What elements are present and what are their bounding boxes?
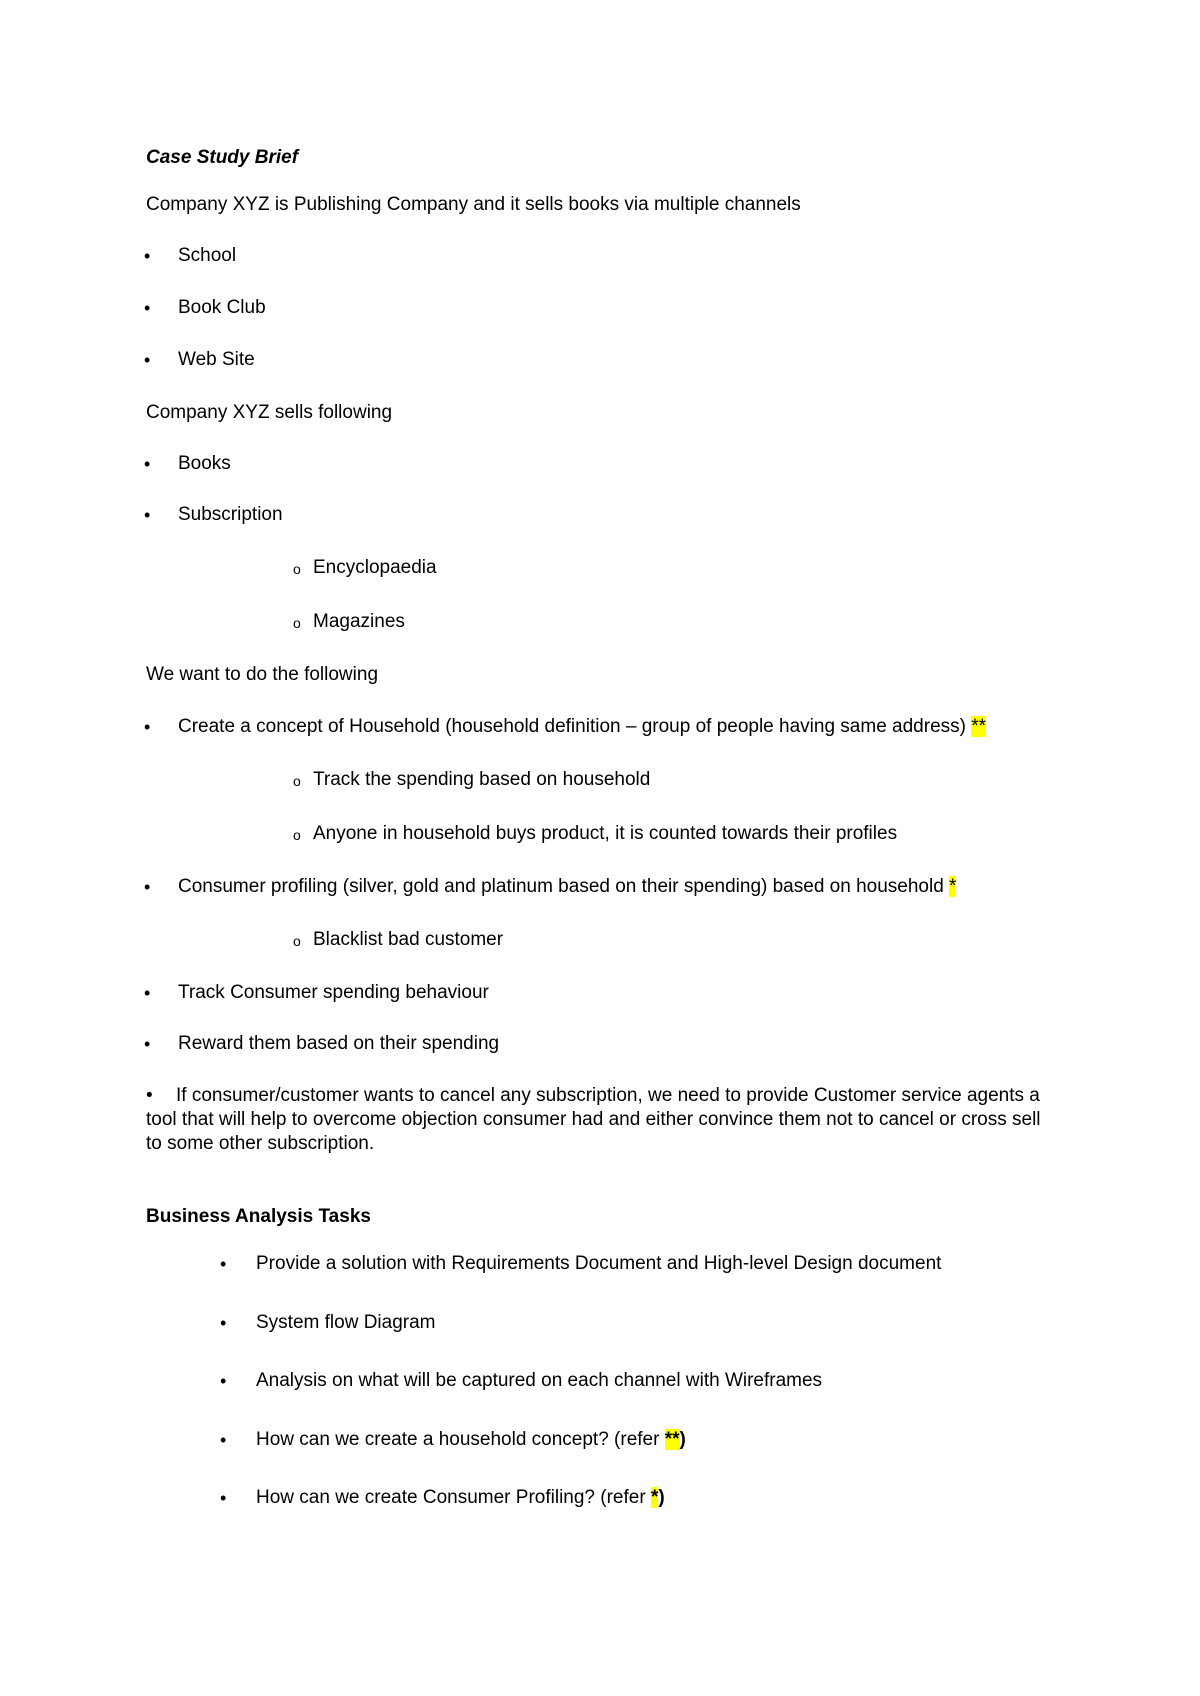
bullet-icon: • bbox=[144, 350, 151, 370]
profiling-sub-item: Blacklist bad customer bbox=[313, 929, 504, 950]
tasks-heading: Business Analysis Tasks bbox=[146, 1206, 371, 1227]
subscription-item: Encyclopaedia bbox=[313, 557, 437, 578]
bullet-icon: • bbox=[144, 454, 151, 474]
bullet-icon: • bbox=[220, 1488, 227, 1508]
profiling-item bbox=[178, 875, 956, 899]
channel-item: School bbox=[178, 245, 237, 266]
sub-bullet-icon: o bbox=[293, 615, 301, 631]
task-profiling bbox=[256, 1486, 665, 1510]
household-text: Create a concept of Household (household definition – group of people having same address) bbox=[178, 716, 972, 737]
sub-bullet-icon: o bbox=[293, 827, 301, 843]
bullet-icon: • bbox=[144, 246, 151, 266]
bullet-icon: • bbox=[144, 505, 151, 525]
household-marker: ** bbox=[971, 716, 987, 737]
bullet-icon: • bbox=[144, 298, 151, 318]
bullet-icon: • bbox=[220, 1254, 227, 1274]
bullet-icon: • bbox=[220, 1371, 227, 1391]
task-household-close: ) bbox=[679, 1429, 686, 1450]
bullet-icon: • bbox=[220, 1313, 227, 1333]
product-item: Subscription bbox=[178, 504, 283, 525]
task-item: System flow Diagram bbox=[256, 1312, 436, 1333]
household-sub-item: Anyone in household buys product, it is counted towards their profiles bbox=[313, 823, 898, 844]
household-sub-item: Track the spending based on household bbox=[313, 769, 651, 790]
sells-intro: Company XYZ sells following bbox=[146, 402, 393, 423]
profiling-marker: * bbox=[949, 876, 957, 897]
task-profiling-close: ) bbox=[658, 1487, 665, 1508]
spending-item: Reward them based on their spending bbox=[178, 1033, 500, 1054]
product-item: Books bbox=[178, 453, 231, 474]
bullet-icon: • bbox=[144, 877, 151, 897]
cancel-paragraph bbox=[146, 1084, 1046, 1156]
task-household bbox=[256, 1428, 686, 1452]
want-intro: We want to do the following bbox=[146, 664, 379, 685]
task-item: Provide a solution with Requirements Document and High-level Design document bbox=[256, 1253, 942, 1274]
profiling-text: Consumer profiling (silver, gold and platinum based on their spending) based on household bbox=[178, 876, 950, 897]
sub-bullet-icon: o bbox=[293, 773, 301, 789]
subscription-item: Magazines bbox=[313, 611, 405, 632]
bullet-icon: • bbox=[220, 1430, 227, 1450]
bullet-icon: • bbox=[144, 1034, 151, 1054]
task-profiling-marker: * bbox=[650, 1487, 659, 1508]
household-item bbox=[178, 715, 986, 739]
task-item: Analysis on what will be captured on each channel with Wireframes bbox=[256, 1370, 823, 1391]
bullet-icon: • bbox=[144, 983, 151, 1003]
task-household-text: How can we create a household concept? (refer bbox=[256, 1429, 665, 1450]
sub-bullet-icon: o bbox=[293, 561, 301, 577]
cancel-text: If consumer/customer wants to cancel any subscription, we need to provide Customer service agents a tool that will help to overcome objection consumer had and either convince them not to cancel or cross sell to some other subscription. bbox=[146, 1085, 1041, 1154]
task-profiling-text: How can we create Consumer Profiling? (refer bbox=[256, 1487, 651, 1508]
document-title: Case Study Brief bbox=[146, 147, 299, 168]
spending-item: Track Consumer spending behaviour bbox=[178, 982, 489, 1003]
bullet-icon: • bbox=[144, 717, 151, 737]
channel-item: Book Club bbox=[178, 297, 266, 318]
sub-bullet-icon: o bbox=[293, 933, 301, 949]
intro-paragraph: Company XYZ is Publishing Company and it sells books via multiple channels bbox=[146, 194, 801, 215]
task-household-marker: ** bbox=[664, 1429, 680, 1450]
bullet-icon: • bbox=[146, 1085, 153, 1106]
channel-item: Web Site bbox=[178, 349, 255, 370]
